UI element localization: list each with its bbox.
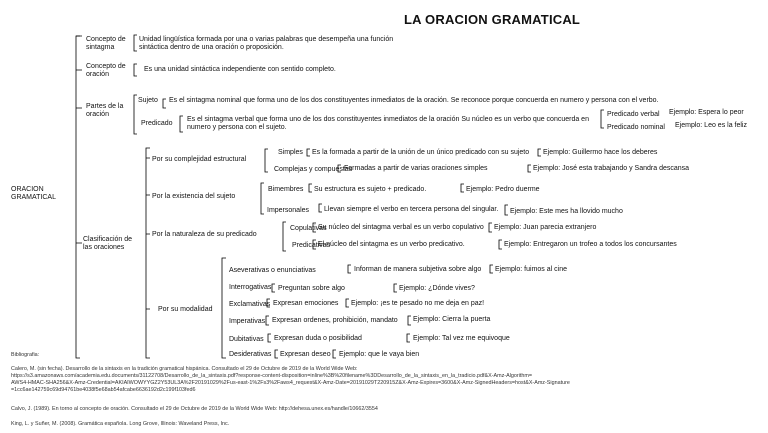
modalidad-label: Por su modalidad <box>158 306 213 313</box>
predicativas-label: Predicativas <box>292 242 331 249</box>
predicado-verbal-label: Predicado verbal <box>607 111 660 118</box>
bimembres-example: Ejemplo: Pedro duerme <box>466 186 540 193</box>
dubitativas-example: Ejemplo: Tal vez me equivoque <box>413 335 510 342</box>
predicado-nominal-example: Ejemplo: Leo es la feliz <box>675 122 747 129</box>
desiderativas-text: Expresan deseo <box>280 351 331 358</box>
concepto-sintagma-text: Unidad lingüística formada por una o varias palabras que desempeña una función sintáctica dentro de una oración o proposición. <box>139 36 394 51</box>
bibliografia-entry: https://s3.amazonaws.com/academia.edu.documents/31122708/Desarrollo_de_la_sintaxis.pdf?response-content-disposition=inline%3B%20filename%3DDesarrollo_de_la_sintaxis_en_la_tradicio.pdf&X-Amz-Algorithm= <box>11 373 532 379</box>
sujeto-existencia-label: Por la existencia del sujeto <box>152 193 236 200</box>
concepto-sintagma-label: Concepto de sintagma <box>86 36 126 51</box>
predicado-label: Predicado <box>141 120 173 127</box>
sujeto-text: Es el sintagma nominal que forma uno de los dos constituyentes inmediatos de la oración. Se reconoce porque concuerda en numero y persona con el verbo. <box>169 97 659 104</box>
root-brace <box>76 36 80 358</box>
bibliografia-heading: Bibliografia: <box>11 352 40 358</box>
impersonales-label: Impersonales <box>267 207 310 214</box>
complejas-label: Complejas y compuestas <box>274 166 353 173</box>
bimembres-text: Su estructura es sujeto + predicado. <box>314 186 427 193</box>
simples-example: Ejemplo: Guillermo hace los deberes <box>543 149 658 156</box>
imperativas-text: Expresan ordenes, prohibición, mandato <box>272 317 398 324</box>
exclamativas-label: Exclamativas <box>229 301 271 308</box>
impersonales-example: Ejemplo: Este mes ha llovido mucho <box>510 208 623 215</box>
desiderativas-label: Desiderativas <box>229 351 272 358</box>
imperativas-example: Ejemplo: Cierra la puerta <box>413 316 491 323</box>
bibliografia-entry: King, L. y Suñer, M. (2008). Gramática española. Long Grove, Illinois: Waveland Press, Inc. <box>11 421 230 427</box>
predicado-verbal-example: Ejemplo: Espera lo peor <box>669 109 744 116</box>
sujeto-label: Sujeto <box>138 97 158 104</box>
copulativas-example: Ejemplo: Juan parecia extranjero <box>494 224 597 231</box>
bibliografia-entry: Calero, M. (sin fecha). Desarrollo de la sintaxis en la tradición gramatical hispánica. Consultado el 29 de Octubre de 2019 de la World Wide Web: <box>11 366 358 372</box>
predicado-text: Es el sintagma verbal que forma uno de los dos constituyentes inmediatos de la oración Su núcleo es un verbo que concuerda en numero y persona con el sujeto. <box>187 116 589 131</box>
page-title: LA ORACION GRAMATICAL <box>404 12 581 27</box>
imperativas-label: Imperativas <box>229 318 266 325</box>
aseverativas-text: Informan de manera subjetiva sobre algo <box>354 266 482 273</box>
concepto-oracion-label: Concepto de oración <box>86 63 126 78</box>
clasificacion-label: Clasificación de las oraciones <box>83 236 133 251</box>
interrogativas-text: Preguntan sobre algo <box>278 285 345 292</box>
desiderativas-example: Ejemplo: que le vaya bien <box>339 351 420 358</box>
dubitativas-text: Expresan duda o posibilidad <box>274 335 362 342</box>
bibliografia-entry: Calvo, J. (1989). En torno al concepto de oración. Consultado el 29 de Octubre de 2019 de la World Wide Web: http://dehesa.unex.es/handle/10662/3554 <box>11 406 378 412</box>
dubitativas-label: Dubitativas <box>229 336 264 343</box>
complejidad-label: Por su complejidad estructural <box>152 156 247 163</box>
partes-label: Partes de la oración <box>86 103 124 118</box>
aseverativas-label: Aseverativas o enunciativas <box>229 267 316 274</box>
predicativas-example: Ejemplo: Entregaron un trofeo a todos los concursantes <box>504 241 677 248</box>
copulativas-text: Su núcleo del sintagma verbal es un verbo copulativo <box>318 224 484 231</box>
exclamativas-text: Expresan emociones <box>273 300 339 307</box>
simples-text: Es la formada a partir de la unión de un único predicado con su sujeto <box>312 149 530 156</box>
predicativas-text: El núcleo del sintagma es un verbo predicativo. <box>318 241 465 248</box>
concepto-oracion-text: Es una unidad sintáctica independiente con sentido completo. <box>144 66 336 73</box>
impersonales-text: Llevan siempre el verbo en tercera persona del singular. <box>324 206 499 213</box>
bibliografia-entry: AWS4-HMAC-SHA256&X-Amz-Credential=AKIAIWOWYYGZ2Y53UL3A%2F20191029%2Fus-east-1%2Fs3%2Faws4_request&X-Amz-Date=20191029T220915Z&X-Amz-Expires=3600&X-Amz-SignedHeaders=host&X-Amz-Signature <box>11 380 570 386</box>
predicado-nominal-label: Predicado nominal <box>607 124 665 131</box>
copulativas-label: Copulativas <box>290 225 327 232</box>
complejas-example: Ejemplo: José esta trabajando y Sandra descansa <box>533 165 690 172</box>
exclamativas-example: Ejemplo: ¡es te pesado no me deja en paz! <box>351 300 485 307</box>
bibliografia-entry: =1cc6ae142759c69d94761be4038f5e68ab54afcabe6636192d2c199f103fed6 <box>11 387 196 393</box>
interrogativas-example: Ejemplo: ¿Dónde vives? <box>399 285 475 292</box>
root-label: ORACION GRAMATICAL <box>11 186 56 201</box>
interrogativas-label: Interrogativas <box>229 284 272 291</box>
bimembres-label: Bimembres <box>268 186 304 193</box>
naturaleza-predicado-label: Por la naturaleza de su predicado <box>152 231 257 238</box>
aseverativas-example: Ejemplo: fuimos al cine <box>495 266 567 273</box>
simples-label: Simples <box>278 149 303 156</box>
complejas-text: Formadas a partir de varias oraciones simples <box>344 165 488 172</box>
